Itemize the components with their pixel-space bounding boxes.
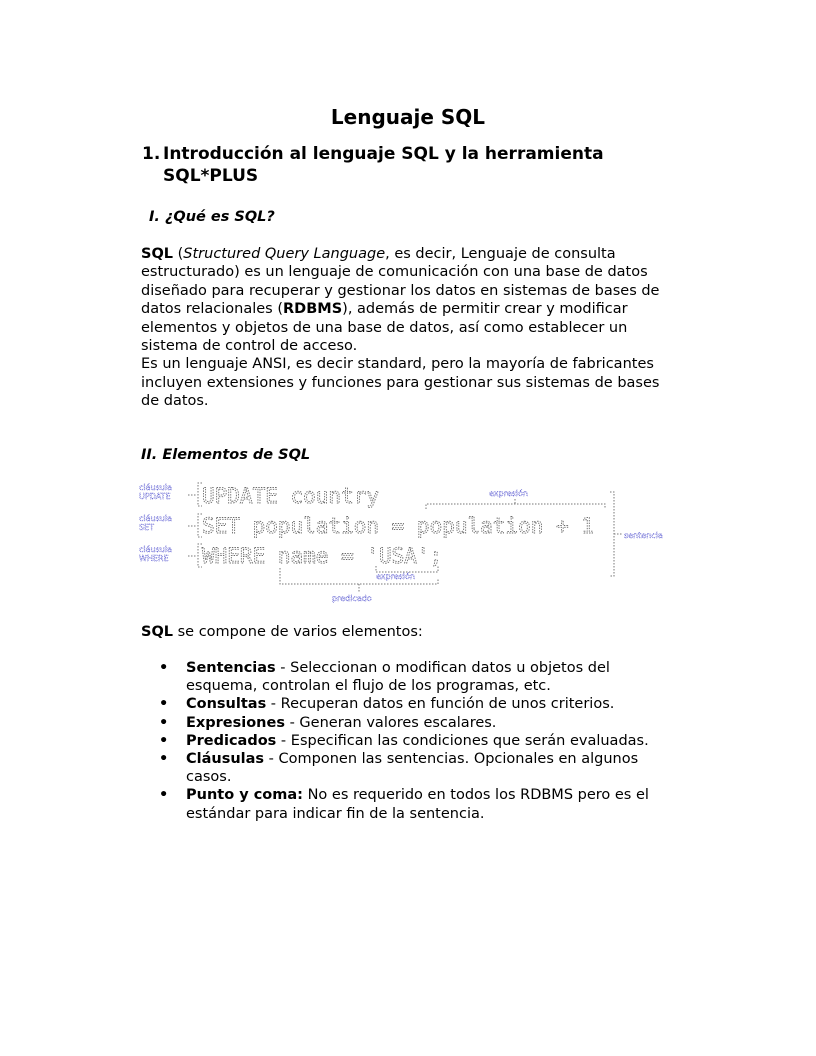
intro-text-2: ), además de permitir crear y modificar elementos y objetos de una base de datos, así como establecer un sistema de control de acceso.	[141, 301, 628, 355]
list-item-term: Sentencias	[186, 660, 276, 676]
bullet: •	[159, 714, 169, 731]
expression-label-top: expresión	[489, 489, 528, 498]
expression-label-bottom: expresión	[376, 572, 415, 581]
statement-bracket	[610, 492, 614, 576]
list-item	[141, 786, 681, 822]
list-item-term: Predicados	[186, 732, 277, 749]
predicate-label: predicado	[332, 594, 372, 603]
list-item	[141, 750, 681, 786]
list-item	[141, 732, 681, 750]
clause-label-set-1: cláusula	[139, 514, 172, 523]
page-title: Lenguaje SQL	[330, 105, 486, 129]
elements-intro	[141, 623, 423, 641]
elements-intro-text: se compone de varios elementos:	[173, 624, 423, 640]
list-item-desc: - Recuperan datos en función de unos criterios.	[266, 696, 615, 713]
subsection-heading-elementos: II. Elementos de SQL	[141, 447, 311, 463]
statement-label: sentencia	[624, 531, 663, 540]
diagram-svg	[138, 478, 678, 608]
list-item	[141, 714, 681, 732]
sql-expansion: Structured Query Language	[183, 246, 386, 262]
bullet: •	[159, 660, 169, 676]
sql-term: SQL	[141, 246, 174, 262]
code-line-update: UPDATE country	[202, 484, 380, 508]
intro-text-1: , es decir, Lenguaje de consulta estructurado) es un lenguaje de comunicación con una base de datos diseñado para recuperar y gestionar los datos en sistemas de bases de datos relacionales (	[141, 246, 660, 318]
code-line-set: SET population = population + 1	[202, 514, 594, 538]
list-item-term: Consultas	[186, 696, 267, 713]
bullet: •	[159, 696, 169, 713]
intro-paragraph	[141, 245, 681, 411]
list-item-desc: - Generan valores escalares.	[284, 714, 497, 731]
clause-label-set-2: SET	[139, 523, 155, 532]
list-item-desc: - Componen las sentencias. Opcionales en algunos casos.	[186, 751, 639, 786]
list-item-term: Punto y coma:	[186, 787, 303, 804]
bullet: •	[159, 732, 169, 749]
intro-paragraph-line-1	[141, 245, 681, 355]
open-paren: (	[173, 246, 184, 262]
section-heading-1	[142, 143, 662, 187]
expression-bracket-top	[426, 504, 605, 509]
elements-list	[141, 659, 681, 823]
clause-label-where-1: cláusula	[139, 545, 172, 554]
elements-intro-term: SQL	[141, 624, 174, 640]
subsection-heading-que-es-sql: I. ¿Qué es SQL?	[149, 209, 275, 225]
rdbms-term: RDBMS	[283, 301, 343, 318]
list-item	[141, 695, 681, 713]
list-item-desc: - Seleccionan o modifican datos u objetos del esquema, controlan el flujo de los programas, etc.	[186, 660, 610, 695]
clause-label-update-2: UPDATE	[139, 492, 171, 501]
clause-label-where-2: WHERE	[139, 554, 169, 563]
section-number: 1.	[142, 144, 161, 164]
list-item-desc: - Especifican las condiciones que serán evaluadas.	[276, 732, 649, 749]
code-line-where: WHERE name = 'USA';	[202, 544, 443, 568]
list-item-desc: No es requerido en todos los RDBMS pero es el estándar para indicar fin de la sentencia.	[186, 787, 649, 822]
bullet: •	[159, 751, 169, 768]
list-item	[141, 659, 681, 695]
bullet: •	[159, 787, 169, 804]
sql-elements-diagram	[138, 478, 678, 608]
intro-paragraph-line-2: Es un lenguaje ANSI, es decir standard, pero la mayoría de fabricantes incluyen extensiones y funciones para gestionar sus sistemas de bases de datos.	[141, 356, 660, 410]
list-item-term: Cláusulas	[186, 751, 265, 768]
section-title: Introducción al lenguaje SQL y la herramienta SQL*PLUS	[163, 144, 604, 186]
clause-label-update-1: cláusula	[139, 483, 172, 492]
list-item-term: Expresiones	[186, 714, 285, 731]
